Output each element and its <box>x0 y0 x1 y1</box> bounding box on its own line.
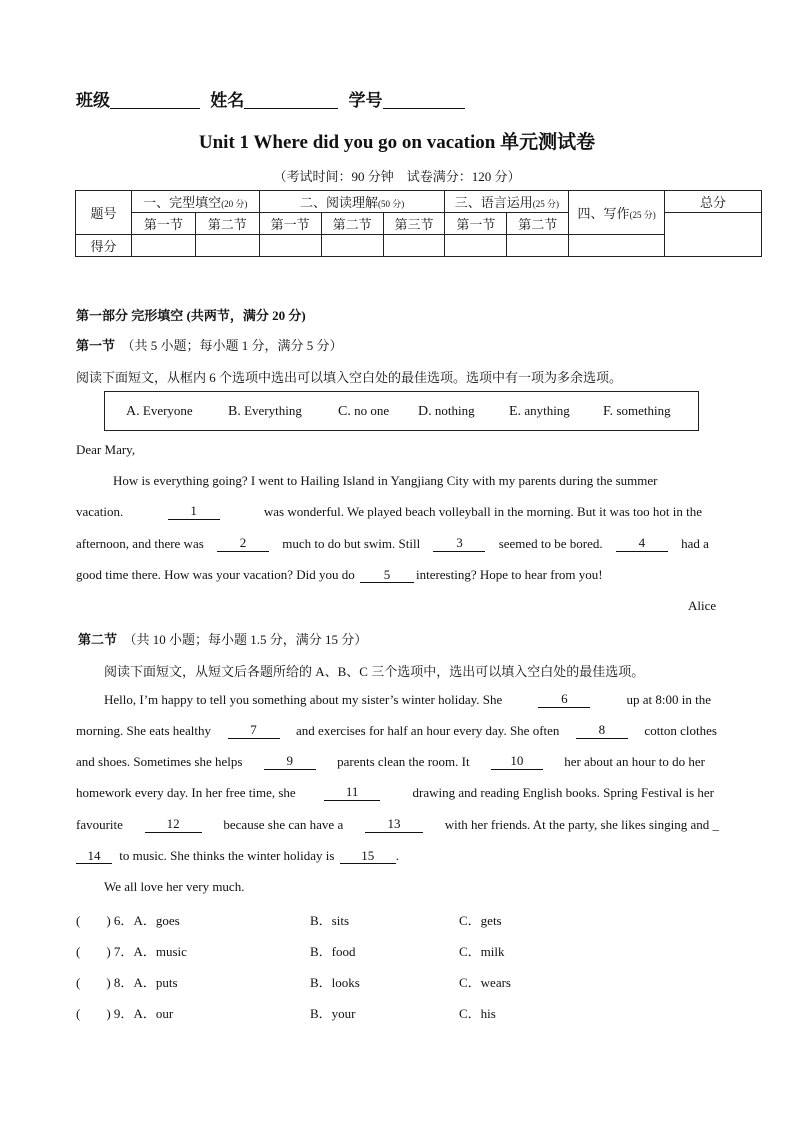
choice-c[interactable]: C．gets <box>459 913 502 928</box>
blank-13[interactable]: 13 <box>365 817 423 833</box>
name-label: 姓名 <box>210 91 245 110</box>
passage2-line: and shoes. Sometimes she helps 9 parents clean the room. It 10 her about an hour to do her <box>76 753 705 769</box>
blank-3[interactable]: 3 <box>433 536 485 552</box>
choice-c[interactable]: C．his <box>459 1006 496 1021</box>
name-field[interactable] <box>244 90 338 109</box>
passage1-line: afternoon, and there was 2 much to do but swim. Still 3 seemed to be bored. 4 had a <box>76 535 709 551</box>
answer-paren[interactable]: ( ) <box>76 975 111 990</box>
part1-header: 一、完型填空(20 分) <box>131 191 259 213</box>
blank-8[interactable]: 8 <box>576 723 628 739</box>
blank-11[interactable]: 11 <box>324 785 380 801</box>
blank-4[interactable]: 4 <box>616 536 668 552</box>
question-row: ( ) 9．A．our <box>76 1006 174 1021</box>
passage2-closing: We all love her very much. <box>104 879 245 894</box>
score-cell[interactable] <box>445 235 507 257</box>
choice-b[interactable]: B．looks <box>310 975 360 990</box>
part4-header: 四、写作(25 分) <box>569 191 665 235</box>
total-header: 总分 <box>665 191 762 213</box>
answer-paren[interactable]: ( ) <box>76 944 111 959</box>
sub-header: 第三节 <box>383 213 445 235</box>
choice-b[interactable]: B．your <box>310 1006 356 1021</box>
score-cell[interactable] <box>321 235 383 257</box>
class-label: 班级 <box>76 91 110 110</box>
passage2-line: favourite 12 because she can have a 13 with her friends. At the party, she likes singing and _ <box>76 816 719 832</box>
passage2-line: homework every day. In her free time, she 11 drawing and reading English books. Spring Festival is her <box>76 784 714 800</box>
word-bank-box <box>104 391 699 431</box>
part1-heading: 第一部分 完形填空 (共两节，满分 20 分) <box>76 308 306 323</box>
choice-b[interactable]: B．sits <box>310 913 350 928</box>
score-cell[interactable] <box>507 235 569 257</box>
id-label: 学号 <box>348 91 383 110</box>
blank-14[interactable]: 14 <box>76 849 112 864</box>
score-cell[interactable] <box>259 235 321 257</box>
option-c: C. no one <box>338 403 390 419</box>
question-row: ( ) 6．A．goes <box>76 913 180 928</box>
passage2-line: Hello, I’m happy to tell you something about my sister’s winter holiday. She 6 up at 8:00 in the <box>104 691 711 707</box>
id-field[interactable] <box>383 90 465 109</box>
choice-b[interactable]: B．food <box>310 944 356 959</box>
blank-6[interactable]: 6 <box>538 692 590 708</box>
option-a: A. Everyone <box>126 403 193 419</box>
score-table <box>75 190 762 257</box>
page-title: Unit 1 Where did you go on vacation 单元测试卷 <box>198 132 596 153</box>
blank-5[interactable]: 5 <box>360 568 414 583</box>
option-b: B. Everything <box>228 403 302 419</box>
score-cell[interactable] <box>131 235 195 257</box>
option-d: D. nothing <box>418 403 475 419</box>
student-info-header <box>76 86 465 111</box>
section2-instruction: 阅读下面短文，从短文后各题所给的 A、B、C 三个选项中，选出可以填入空白处的最佳选项。 <box>104 664 645 679</box>
option-e: E. anything <box>509 403 570 419</box>
total-score-cell[interactable] <box>665 213 762 257</box>
passage1-line: vacation. 1 was wonderful. We played beach volleyball in the morning. But it was too hot in the <box>76 503 702 519</box>
question-row: ( ) 7．A．music <box>76 944 187 959</box>
section1-heading: 第一节 （共 5 小题；每小题 1 分，满分 5 分） <box>76 338 343 353</box>
blank-12[interactable]: 12 <box>145 817 202 833</box>
answer-paren[interactable]: ( ) <box>76 913 111 928</box>
score-cell[interactable] <box>195 235 259 257</box>
passage1-line: How is everything going? I went to Hailing Island in Yangjiang City with my parents during the summer <box>113 473 658 488</box>
sub-header: 第二节 <box>321 213 383 235</box>
section2-heading: 第二节 （共 10 小题；每小题 1.5 分，满分 15 分） <box>78 632 368 647</box>
part2-header: 二、阅读理解(50 分) <box>259 191 445 213</box>
class-field[interactable] <box>110 90 200 109</box>
blank-10[interactable]: 10 <box>491 754 543 770</box>
section1-instruction: 阅读下面短文，从框内 6 个选项中选出可以填入空白处的最佳选项。选项中有一项为多余选项。 <box>76 370 623 385</box>
blank-7[interactable]: 7 <box>228 723 280 739</box>
part3-header: 三、语言运用(25 分) <box>445 191 569 213</box>
salutation: Dear Mary, <box>76 442 136 457</box>
passage1-line: good time there. How was your vacation? Did you do 5 interesting? Hope to hear from you! <box>76 567 603 582</box>
exam-info: （考试时间：90 分钟 试卷满分：120 分） <box>273 169 521 184</box>
score-cell[interactable] <box>383 235 445 257</box>
blank-2[interactable]: 2 <box>217 536 269 552</box>
sub-header: 第一节 <box>131 213 195 235</box>
answer-paren[interactable]: ( ) <box>76 1006 111 1021</box>
blank-9[interactable]: 9 <box>264 754 316 770</box>
blank-15[interactable]: 15 <box>340 849 396 864</box>
option-f: F. something <box>603 403 671 419</box>
score-cell[interactable] <box>569 235 665 257</box>
question-number-header: 题号 <box>76 191 132 235</box>
choice-c[interactable]: C．wears <box>459 975 511 990</box>
passage2-line: 14 to music. She thinks the winter holiday is 15 . <box>76 848 399 864</box>
sub-header: 第一节 <box>259 213 321 235</box>
sub-header: 第二节 <box>195 213 259 235</box>
question-row: ( ) 8．A．puts <box>76 975 178 990</box>
blank-1[interactable]: 1 <box>168 504 220 520</box>
signature: Alice <box>688 598 717 613</box>
passage2-line: morning. She eats healthy 7 and exercises for half an hour every day. She often 8 cotton clothes <box>76 722 717 738</box>
sub-header: 第二节 <box>507 213 569 235</box>
choice-c[interactable]: C．milk <box>459 944 505 959</box>
sub-header: 第一节 <box>445 213 507 235</box>
score-row-label: 得分 <box>76 235 132 257</box>
